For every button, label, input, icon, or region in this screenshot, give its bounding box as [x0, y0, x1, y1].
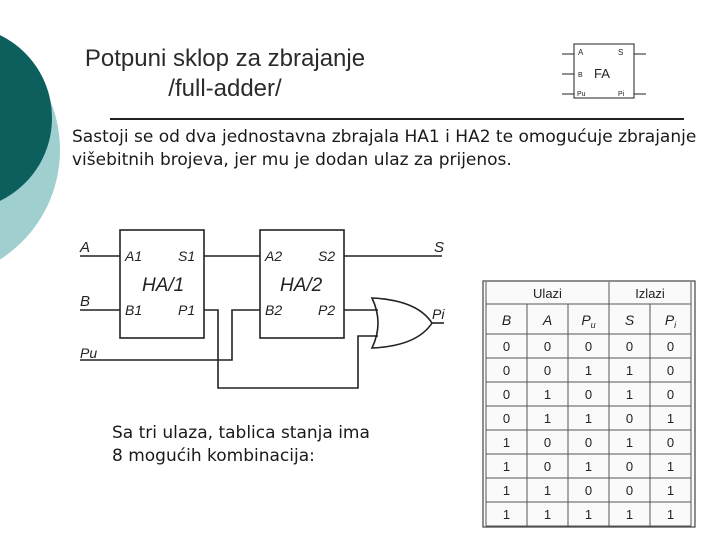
table-cell: 0 [625, 483, 634, 498]
ha1-name: HA/1 [142, 275, 185, 296]
table-cell: 0 [543, 339, 552, 354]
ha2-in-a: A2 [265, 248, 283, 264]
table-cell: 1 [543, 387, 552, 402]
table-cell: 0 [584, 339, 593, 354]
table-cell: 0 [543, 435, 552, 450]
caption-line-2: 8 mogućih kombinacija: [112, 446, 315, 466]
table-cell: 1 [543, 483, 552, 498]
full-adder-symbol [560, 40, 648, 102]
title-rule [110, 118, 684, 120]
label-input-a: A [80, 239, 91, 256]
table-cell: 1 [625, 387, 634, 402]
table-cell: 1 [666, 411, 675, 426]
group-header-outputs: Izlazi [635, 286, 665, 301]
wire-p1 [204, 310, 378, 388]
label-output-s: S [434, 239, 445, 256]
table-cell: 1 [584, 459, 593, 474]
ha2-out-s: S2 [318, 248, 336, 264]
description-paragraph: Sastoji se od dva jednostavna zbrajala HA1 i HA2 te omogućuje zbrajanje višebitnih brojeva, jer mu je dodan ulaz za prijenos. [72, 127, 697, 170]
table-cell: 0 [666, 387, 675, 402]
column-header: A [542, 312, 553, 328]
ha1-out-s: S1 [178, 248, 196, 264]
table-cell: 1 [502, 483, 511, 498]
table-caption [112, 422, 432, 468]
fa-pin-b: B [578, 72, 583, 79]
table-cell: 1 [666, 483, 675, 498]
decorative-circles [0, 0, 60, 300]
column-header: $P_u$ [581, 312, 596, 330]
fa-pin-a: A [578, 48, 584, 57]
table-cell: 0 [502, 387, 511, 402]
fa-name: FA [594, 66, 610, 81]
fa-pin-pu: Pu [577, 91, 586, 98]
table-cell: 1 [666, 459, 675, 474]
table-cell: 1 [625, 507, 634, 522]
column-header: S [624, 312, 635, 328]
title-line-2: /full-adder/ [168, 75, 282, 102]
title-line-1: Potpuni sklop za zbrajanje [84, 45, 366, 72]
full-adder-circuit [72, 228, 452, 398]
label-input-pu: Pu [80, 345, 98, 361]
table-cell: 1 [543, 507, 552, 522]
column-header: $P_i$ [664, 312, 677, 330]
table-cell: 1 [584, 507, 593, 522]
table-cell: 0 [543, 459, 552, 474]
ha2-in-b: B2 [265, 302, 283, 318]
ha1-in-b: B1 [125, 302, 143, 318]
table-cell: 1 [502, 507, 511, 522]
slide-title [80, 44, 370, 104]
table-cell: 0 [666, 363, 675, 378]
label-input-b: B [80, 293, 91, 310]
table-cell: 0 [584, 387, 593, 402]
table-cell: 0 [502, 363, 511, 378]
caption-line-1: Sa tri ulaza, tablica stanja ima [112, 423, 370, 443]
group-header-inputs: Ulazi [533, 286, 562, 301]
table-cell: 1 [666, 507, 675, 522]
table-cell: 0 [666, 435, 675, 450]
column-header: B [501, 312, 512, 328]
table-cell: 0 [584, 435, 593, 450]
or-gate [372, 298, 432, 348]
fa-pin-s: S [618, 48, 624, 57]
ha2-name: HA/2 [280, 275, 323, 296]
table-cell: 1 [502, 459, 511, 474]
table-cell: 0 [666, 339, 675, 354]
table-cell: 1 [625, 363, 634, 378]
table-cell: 0 [502, 339, 511, 354]
table-cell: 0 [543, 363, 552, 378]
table-cell: 1 [584, 411, 593, 426]
table-cell: 1 [584, 363, 593, 378]
ha1-out-p: P1 [178, 302, 196, 318]
ha1-in-a: A1 [125, 248, 143, 264]
table-cell: 0 [502, 411, 511, 426]
table-cell: 1 [502, 435, 511, 450]
table-cell: 0 [584, 483, 593, 498]
fa-pin-pi: Pi [618, 91, 625, 98]
table-cell: 0 [625, 411, 634, 426]
table-cell: 0 [625, 459, 634, 474]
wire-pu [80, 310, 260, 360]
label-output-pi: Pi [432, 306, 445, 322]
table-cell: 1 [543, 411, 552, 426]
table-cell: 0 [625, 339, 634, 354]
table-cell: 1 [625, 435, 634, 450]
truth-table [482, 280, 696, 528]
ha2-out-p: P2 [318, 302, 336, 318]
